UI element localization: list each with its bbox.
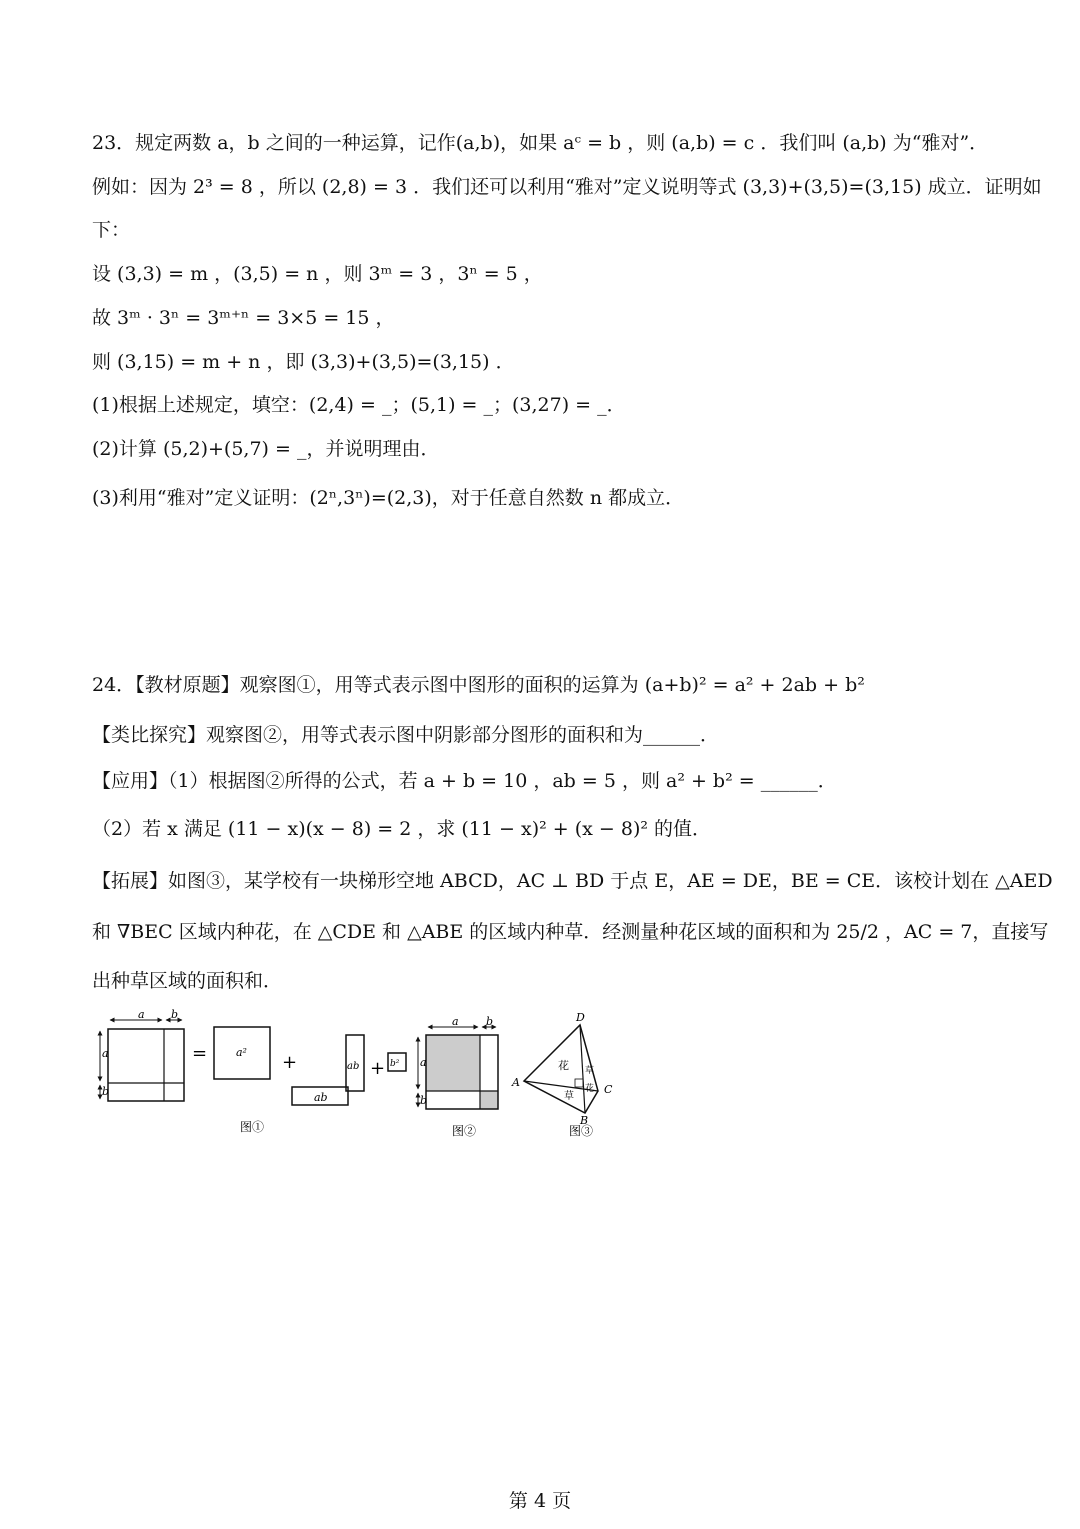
fig1-plus-2: + — [370, 1058, 386, 1079]
q23-line-1: 23．规定两数 a，b 之间的一种运算，记作(a,b)，如果 aᶜ = b ，则 (a,b) = c ．我们叫 (a,b) 为“雅对”． — [92, 132, 989, 154]
q23-line-7: (1)根据上述规定，填空：(2,4) = _；(5,1) = _；(3,27) = _． — [92, 394, 626, 416]
fig3-caption: 图③ — [569, 1124, 594, 1138]
fig2-label-b-top: b — [486, 1015, 494, 1028]
fig2-shaded-b2 — [480, 1091, 498, 1109]
q23-line-3: 下： — [92, 219, 131, 241]
fig1-equals: = — [192, 1043, 208, 1064]
fig1-ab-horizontal-label: ab — [314, 1091, 328, 1104]
fig1-caption: 图① — [240, 1120, 265, 1134]
fig1-b2-label: b² — [390, 1059, 400, 1069]
figure-3 — [511, 1011, 613, 1138]
fig1-outer-square — [108, 1029, 184, 1101]
fig3-label-flower-left: 花 — [558, 1059, 569, 1072]
fig1-label-b-left: b — [102, 1085, 110, 1098]
fig1-label-b-top: b — [171, 1008, 179, 1021]
fig3-point-c: C — [604, 1083, 613, 1096]
fig2-caption: 图② — [452, 1124, 477, 1138]
q23-line-5: 故 3ᵐ · 3ⁿ = 3ᵐ⁺ⁿ = 3×5 = 15 ， — [92, 307, 395, 329]
q23-line-9: (3)利用“雅对”定义证明：(2ⁿ,3ⁿ)=(2,3)，对于任意自然数 n 都成立． — [92, 487, 685, 509]
fig3-label-flower-bottom: 花 — [585, 1084, 595, 1094]
fig1-a2-label: a² — [236, 1046, 247, 1059]
q24-line-7: 出种草区域的面积和． — [92, 970, 283, 992]
q24-line-3: 【应用】（1）根据图②所得的公式，若 a + b = 10 ，ab = 5 ，则 a² + b² = ______． — [92, 770, 837, 792]
fig1-plus-1: + — [282, 1052, 298, 1073]
figure-2 — [418, 1015, 498, 1138]
fig2-shaded-a2 — [426, 1035, 480, 1091]
page-number: 第 4 页 — [508, 1490, 572, 1512]
fig2-label-b-left: b — [420, 1094, 428, 1107]
fig3-point-a: A — [512, 1076, 520, 1089]
fig3-point-d: D — [576, 1011, 585, 1024]
q24-line-6: 和 ∇BEC 区域内种花，在 △CDE 和 △ABE 的区域内种草．经测量种花区域的面积和为 25/2 ，AC = 7，直接写 — [92, 921, 1049, 943]
q24-line-4: （2）若 x 满足 (11 − x)(x − 8) = 2 ，求 (11 − x)² + (x − 8)² 的值． — [92, 818, 712, 840]
fig2-label-a-left: a — [420, 1056, 427, 1069]
fig1-label-a-top: a — [138, 1008, 145, 1021]
q23-line-4: 设 (3,3) = m ，(3,5) = n ，则 3ᵐ = 3 ，3ⁿ = 5 ， — [92, 263, 543, 285]
fig3-right-angle-mark — [575, 1079, 583, 1087]
fig3-label-grass-right: 草 — [585, 1066, 595, 1076]
fig1-ab-vertical-label: ab — [347, 1061, 360, 1072]
q23-line-8: (2)计算 (5,2)+(5,7) = _，并说明理由． — [92, 438, 440, 460]
q24-line-2: 【类比探究】观察图②，用等式表示图中阴影部分图形的面积和为______． — [92, 724, 720, 746]
q23-line-2: 例如：因为 2³ = 8 ，所以 (2,8) = 3 ．我们还可以利用“雅对”定义说明等式 (3,3)+(3,5)=(3,15) 成立．证明如 — [92, 176, 1042, 198]
fig3-label-grass-bottom: 草 — [564, 1091, 574, 1102]
fig3-point-b: B — [580, 1114, 589, 1127]
figure-1 — [100, 1008, 406, 1134]
fig1-label-a-left: a — [102, 1047, 109, 1060]
q24-line-5: 【拓展】如图③，某学校有一块梯形空地 ABCD，AC ⊥ BD 于点 E，AE = DE，BE = CE．该校计划在 △AED — [92, 870, 1053, 892]
fig2-label-a-top: a — [452, 1015, 459, 1028]
figures-area — [0, 1005, 1080, 1155]
q24-line-1: 24．【教材原题】观察图①，用等式表示图中图形的面积的运算为 (a+b)² = a² + 2ab + b² — [92, 674, 865, 696]
q23-line-6: 则 (3,15) = m + n ，即 (3,3)+(3,5)=(3,15) ． — [92, 351, 515, 373]
